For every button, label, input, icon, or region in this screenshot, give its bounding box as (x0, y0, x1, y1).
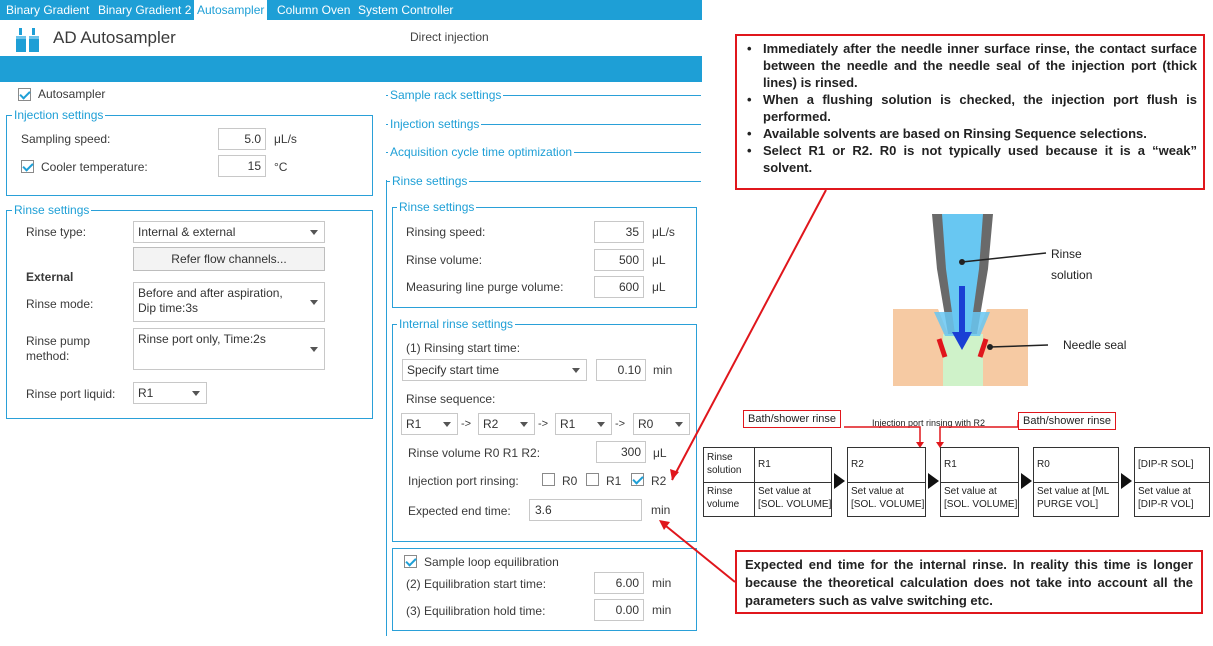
needle-callout-lines (960, 240, 1050, 350)
step-solution: R1 (758, 459, 771, 470)
equilibration-hold-unit: min (652, 603, 672, 617)
start-mode-value: Specify start time (407, 363, 500, 377)
rinse-solution-label: Rinse solution (1051, 247, 1093, 282)
step-solution: R2 (851, 459, 864, 470)
rinse-volume-r-unit: μL (653, 446, 667, 460)
sequence-step-4 (1033, 447, 1119, 517)
internal-rinse-title: Internal rinse settings (399, 317, 514, 331)
note-bullet: • Select R1 or R2. R0 is not typically used because it is a “weak” solvent. (741, 142, 1197, 176)
expected-end-note-text: Expected end time for the internal rinse. In reality this time is longer because the theoretical calculation does not take into account all the parameters such as valve switching etc. (745, 557, 1193, 608)
sequence-arrow-icon (1021, 473, 1032, 489)
step-solution: R0 (1037, 459, 1050, 470)
section-acquisition-cycle[interactable]: Acquisition cycle time optimization (390, 145, 573, 159)
equilibration-start-field[interactable]: 6.00 (594, 572, 644, 594)
rinse-port-liquid-value: R1 (138, 386, 154, 400)
rinse-solution-header: Rinse solution (707, 452, 742, 476)
section-rinse-settings[interactable]: Rinse settings (392, 174, 468, 188)
sequence-step-2 (847, 447, 926, 517)
equilibration-start-unit: min (652, 576, 672, 590)
sequence-arrow: -> (461, 418, 472, 430)
port-rinsing-label: Injection port rinsing: (408, 474, 519, 488)
sampling-speed-unit: μL/s (274, 132, 297, 146)
external-heading: External (26, 270, 74, 284)
purge-volume-field[interactable]: 600 (594, 276, 644, 298)
rinse-type-value: Internal & external (138, 225, 236, 239)
autosampler-checkbox-label: Autosampler (38, 87, 106, 101)
sequence-step-3 (940, 447, 1019, 517)
leader-line-end-time (661, 522, 735, 582)
mode-title: Direct injection (410, 30, 489, 44)
bath-rinse-label-1: Bath/shower rinse (743, 410, 841, 428)
sequence-step-4-value: R0 (638, 417, 654, 431)
sequence-step-1 (703, 447, 832, 517)
needle-seal-label: Needle seal (1063, 338, 1127, 352)
sequence-arrow-icon (928, 473, 939, 489)
cooler-label: Cooler temperature: (41, 160, 148, 174)
port-rinse-r1-label: R1 (606, 474, 622, 488)
rinse-mode-value: Before and after aspiration, Dip time:3s (138, 286, 283, 315)
rinsing-speed-field[interactable]: 35 (594, 221, 644, 243)
rinse-volume-r-field[interactable]: 300 (596, 441, 646, 463)
sequence-connector-lines (740, 420, 1210, 450)
rinse-type-label: Rinse type: (26, 225, 87, 239)
rinsing-start-label: (1) Rinsing start time: (406, 341, 521, 355)
step-volume: Set value at [DIP-R VOL] (1138, 486, 1194, 510)
rinse-volume-header: Rinse volume (707, 486, 740, 510)
sequence-arrow: -> (615, 418, 626, 430)
tab-binary-gradient[interactable]: Binary Gradient (6, 3, 90, 17)
injection-settings-title: Injection settings (14, 108, 104, 122)
rinse-mode-label: Rinse mode: (26, 297, 94, 311)
note-bullet: • When a flushing solution is checked, the injection port flush is performed. (741, 91, 1197, 125)
sequence-step-3-value: R1 (560, 417, 576, 431)
rinsing-start-unit: min (653, 363, 673, 377)
rinse-volume-r-label: Rinse volume R0 R1 R2: (408, 446, 541, 460)
step-volume: Set value at [SOL. VOLUME] (851, 486, 925, 510)
sequence-arrow-icon (834, 473, 845, 489)
purge-volume-label: Measuring line purge volume: (406, 280, 564, 294)
sampling-speed-field[interactable]: 5.0 (218, 128, 266, 150)
note-bullet: • Immediately after the needle inner surface rinse, the contact surface between the needle and the needle seal of the injection port (thick lines) is rinsed. (741, 40, 1197, 91)
sequence-step-5 (1134, 447, 1210, 517)
app-title: AD Autosampler (53, 28, 176, 47)
tab-system-controller[interactable]: System Controller (358, 3, 454, 17)
equilibration-hold-field[interactable]: 0.00 (594, 599, 644, 621)
port-rinse-r2-label: R2 (651, 474, 667, 488)
sequence-step-1-value: R1 (406, 417, 422, 431)
tab-binary-gradient-2[interactable]: Binary Gradient 2 (98, 3, 192, 17)
section-injection-settings[interactable]: Injection settings (390, 117, 480, 131)
rinse-sequence-label: Rinse sequence: (406, 392, 496, 406)
equilibration-start-label: (2) Equilibration start time: (406, 577, 547, 591)
purge-volume-unit: μL (652, 280, 666, 294)
cooler-unit: °C (274, 160, 288, 174)
sequence-arrow-icon (1121, 473, 1132, 489)
step-volume: Set value at [SOL. VOLUME] (758, 486, 832, 510)
expected-end-unit: min (651, 503, 671, 517)
bath-rinse-label-2: Bath/shower rinse (1018, 412, 1116, 430)
expected-end-field: 3.6 (529, 499, 642, 521)
rinsing-speed-unit: μL/s (652, 225, 675, 239)
cooler-field[interactable]: 15 (218, 155, 266, 177)
step-solution: [DIP-R SOL] (1138, 459, 1194, 470)
tab-column-oven[interactable]: Column Oven (277, 3, 351, 17)
rinse-settings-inner-title: Rinse settings (399, 200, 475, 214)
rinsing-start-field[interactable]: 0.10 (596, 359, 646, 381)
equilibration-hold-label: (3) Equilibration hold time: (406, 604, 546, 618)
loop-equilibration-label: Sample loop equilibration (424, 555, 559, 569)
sequence-arrow: -> (538, 418, 549, 430)
note-bullet: • Available solvents are based on Rinsing Sequence selections. (741, 125, 1197, 142)
sampling-speed-label: Sampling speed: (21, 132, 111, 146)
rinse-volume-field[interactable]: 500 (594, 249, 644, 271)
tab-autosampler[interactable]: Autosampler (194, 0, 267, 20)
port-rinse-caption: Injection port rinsing with R2 (872, 418, 986, 428)
port-rinse-r0-label: R0 (562, 474, 578, 488)
rinse-volume-unit: μL (652, 253, 666, 267)
step-volume: Set value at [ML PURGE VOL] (1037, 486, 1109, 510)
rinse-port-liquid-label: Rinse port liquid: (26, 387, 116, 401)
rinse-settings-left-title: Rinse settings (14, 203, 90, 217)
rinsing-speed-label: Rinsing speed: (406, 225, 486, 239)
rinse-pump-label: Rinse pump method: (26, 334, 91, 363)
rinse-volume-label: Rinse volume: (406, 253, 483, 267)
section-sample-rack[interactable]: Sample rack settings (390, 88, 502, 102)
step-volume: Set value at [SOL. VOLUME] (944, 486, 1018, 510)
rinse-pump-value: Rinse port only, Time:2s (138, 332, 266, 346)
step-solution: R1 (944, 459, 957, 470)
expected-end-label: Expected end time: (408, 504, 511, 518)
refer-flow-channels-button[interactable]: Refer flow channels... (133, 247, 325, 271)
sequence-step-2-value: R2 (483, 417, 499, 431)
